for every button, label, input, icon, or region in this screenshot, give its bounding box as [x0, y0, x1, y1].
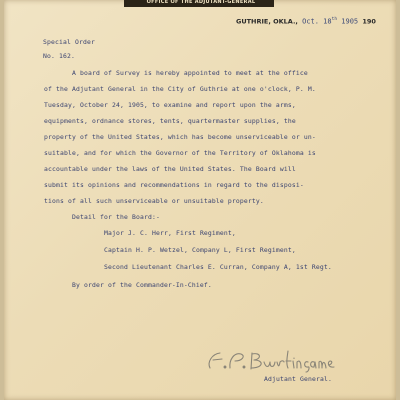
board-member: Second Lieutenant Charles E. Curran, Company A, 1st Regt. — [104, 263, 332, 271]
dateline-year-typed: 1905 — [341, 17, 359, 26]
dateline-date: Oct. 18 — [302, 17, 332, 26]
detail-label: Detail for the Board:- — [72, 213, 160, 221]
dateline-year-printed: 190 — [362, 17, 376, 26]
body-line: property of the United States, which has become unserviceable or un- — [44, 133, 316, 141]
order-number: No. 162. — [43, 52, 75, 60]
order-heading: Special Order — [43, 38, 95, 46]
document-page — [4, 0, 396, 400]
body-line: of the Adjutant General in the City of Guthrie at one o'clock, P. M. — [44, 85, 316, 93]
body-line: submit its opinions and recommendations in regard to the disposi- — [44, 181, 304, 189]
dateline-place: GUTHRIE, OKLA., — [236, 17, 298, 26]
by-order-line: By order of the Commander-In-Chief. — [72, 281, 212, 289]
body-line: suitable, and for which the Governor of the Territory of Oklahoma is — [44, 149, 316, 157]
signatory-title: Adjutant General. — [264, 375, 332, 383]
letterhead-office: OFFICE OF THE ADJUTANT-GENERAL — [146, 0, 256, 5]
body-line: Tuesday, October 24, 1905, to examine and report upon the arms, — [44, 101, 296, 109]
body-line: A board of Survey is hereby appointed to meet at the office — [72, 69, 308, 77]
body-line: accountable under the laws of the United States. The Board will — [44, 165, 296, 173]
body-line: equipments, ordnance stores, tents, quartermaster supplies, the — [44, 117, 296, 125]
board-member: Captain H. P. Wetzel, Company L, First Regiment, — [104, 246, 296, 254]
handwritten-signature — [204, 348, 344, 374]
body-line: tions of all such unserviceable or unsuitable property. — [44, 197, 264, 205]
board-member: Major J. C. Herr, First Regiment, — [104, 229, 236, 237]
dateline — [236, 17, 376, 25]
dateline-date-suffix: th — [331, 17, 338, 22]
